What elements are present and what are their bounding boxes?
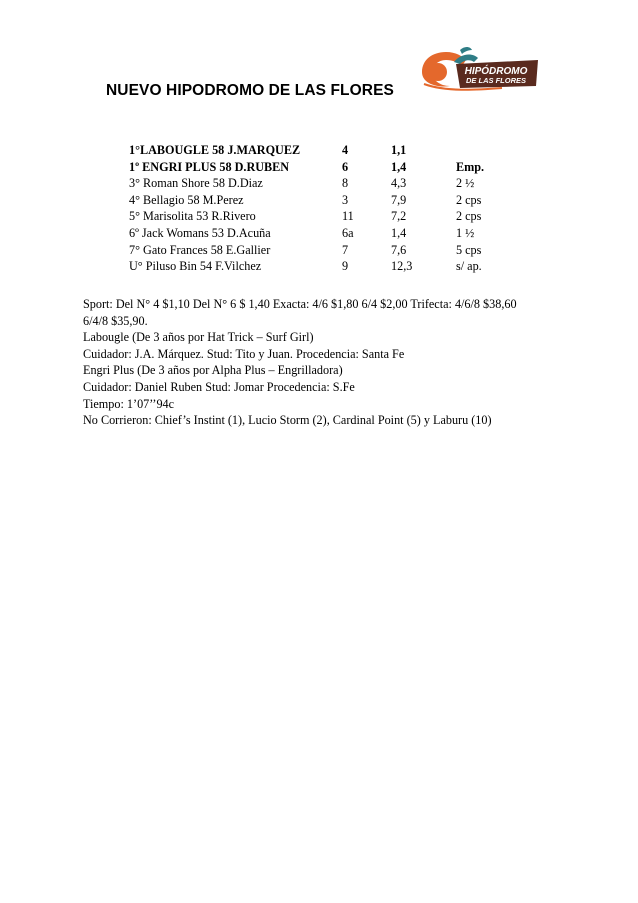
note-line: No Corrieron: Chief’s Instint (1), Lucio Storm (2), Cardinal Point (5) y Laburu (10) bbox=[83, 413, 492, 428]
logo-text-line2: DE LAS FLORES bbox=[465, 76, 527, 85]
note-line: 6/4/8 $35,90. bbox=[83, 313, 148, 328]
saddle-number: 6a bbox=[342, 225, 354, 240]
odds: 1,4 bbox=[391, 225, 407, 240]
horse-name: U° Piluso Bin 54 F.Vilchez bbox=[129, 259, 262, 274]
finish-margin: 1 ½ bbox=[456, 225, 475, 240]
odds: 4,3 bbox=[391, 176, 407, 191]
saddle-number: 7 bbox=[342, 242, 349, 257]
hipodromo-logo bbox=[416, 42, 540, 92]
horse-name: 4° Bellagio 58 M.Perez bbox=[129, 192, 244, 207]
saddle-number: 9 bbox=[342, 259, 349, 274]
logo-jockey bbox=[460, 47, 472, 54]
note-line: Labougle (De 3 años por Hat Trick – Surf Girl) bbox=[83, 330, 314, 345]
saddle-number: 6 bbox=[342, 159, 349, 174]
horse-name: 1°LABOUGLE 58 J.MARQUEZ bbox=[129, 143, 301, 157]
logo-text-line1: HIPÓDROMO bbox=[464, 66, 528, 77]
saddle-number: 8 bbox=[342, 176, 349, 191]
odds: 7,6 bbox=[391, 242, 407, 257]
horse-name: 3° Roman Shore 58 D.Diaz bbox=[129, 176, 263, 191]
finish-margin: 5 cps bbox=[456, 242, 482, 257]
note-line: Cuidador: J.A. Márquez. Stud: Tito y Juan. Procedencia: Santa Fe bbox=[83, 346, 405, 361]
odds: 12,3 bbox=[391, 259, 413, 274]
saddle-number: 11 bbox=[342, 209, 354, 224]
odds: 7,2 bbox=[391, 209, 407, 224]
page-title: NUEVO HIPODROMO DE LAS FLORES bbox=[106, 82, 394, 99]
finish-margin: Emp. bbox=[456, 159, 485, 174]
finish-margin: s/ ap. bbox=[456, 259, 482, 274]
note-line: Tiempo: 1’07’’94c bbox=[83, 396, 175, 411]
finish-margin: 2 ½ bbox=[456, 176, 475, 191]
horse-name: 1º ENGRI PLUS 58 D.RUBEN bbox=[129, 159, 290, 174]
horse-name: 6º Jack Womans 53 D.Acuña bbox=[129, 225, 271, 240]
logo-sun bbox=[429, 63, 447, 81]
horse-name: 7° Gato Frances 58 E.Gallier bbox=[129, 242, 271, 257]
note-line: Cuidador: Daniel Ruben Stud: Jomar Procedencia: S.Fe bbox=[83, 379, 355, 394]
note-line: Sport: Del N° 4 $1,10 Del N° 6 $ 1,40 Exacta: 4/6 $1,80 6/4 $2,00 Trifecta: 4/6/8 $38,60 bbox=[83, 297, 517, 311]
note-line: Engri Plus (De 3 años por Alpha Plus – Engrilladora) bbox=[83, 363, 343, 378]
odds: 7,9 bbox=[391, 192, 407, 207]
saddle-number: 3 bbox=[342, 192, 349, 207]
saddle-number: 4 bbox=[342, 143, 349, 157]
race-notes bbox=[83, 296, 563, 429]
odds: 1,1 bbox=[391, 143, 407, 157]
finish-margin: 2 cps bbox=[456, 192, 482, 207]
finish-margin: 2 cps bbox=[456, 209, 482, 224]
odds: 1,4 bbox=[391, 159, 407, 174]
horse-name: 5° Marisolita 53 R.Rivero bbox=[129, 209, 256, 224]
